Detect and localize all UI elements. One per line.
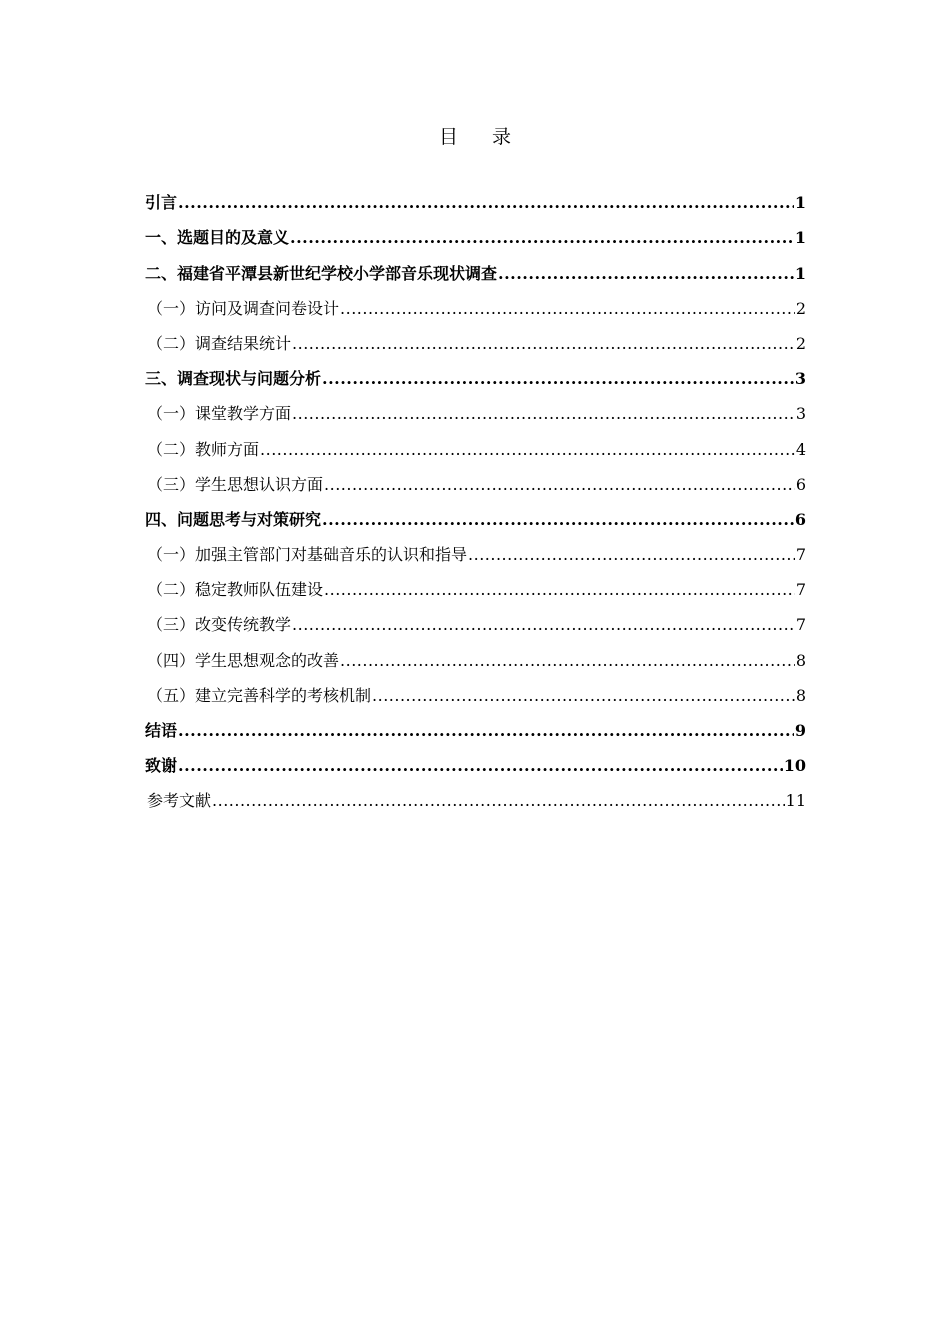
toc-entry-label: （一）课堂教学方面 xyxy=(147,404,292,424)
toc-entry-label: （三）改变传统教学 xyxy=(147,615,292,635)
toc-dot-leader xyxy=(292,334,795,354)
toc-entry-page-number: 1 xyxy=(794,193,806,213)
toc-dot-leader xyxy=(340,299,795,319)
toc-entry-page-number: 4 xyxy=(795,439,806,459)
toc-entry[interactable] xyxy=(145,600,806,635)
toc-entry-label: 结语 xyxy=(145,721,178,740)
toc-entry-page-number: 10 xyxy=(783,756,806,776)
toc-entry-page-number: 2 xyxy=(795,298,806,318)
toc-entry-page-number: 7 xyxy=(795,580,806,600)
toc-entry-page-number: 7 xyxy=(795,545,806,565)
toc-entry-page-number: 2 xyxy=(795,333,806,353)
toc-entry[interactable] xyxy=(145,776,806,811)
toc-entry-page-number: 3 xyxy=(795,404,806,424)
toc-entry-label: （三）学生思想认识方面 xyxy=(147,474,324,494)
toc-entry-page-number: 9 xyxy=(794,721,806,740)
toc-entry-page-number: 7 xyxy=(795,615,806,635)
toc-entry[interactable] xyxy=(145,460,806,495)
toc-dot-leader xyxy=(212,791,785,811)
toc-dot-leader xyxy=(292,615,795,635)
toc-entry-page-number: 6 xyxy=(795,474,806,494)
toc-entry-label: 一、选题目的及意义 xyxy=(145,228,290,248)
toc-dot-leader xyxy=(498,264,794,284)
toc-entry[interactable] xyxy=(145,389,806,424)
toc-entry-page-number: 1 xyxy=(794,263,806,283)
toc-entry[interactable] xyxy=(145,248,806,283)
toc-entry[interactable] xyxy=(145,565,806,600)
toc-entry[interactable] xyxy=(145,741,806,776)
toc-entry-label: （二）教师方面 xyxy=(147,439,260,459)
toc-entry-label: （二）调查结果统计 xyxy=(147,333,292,353)
toc-entry-label: 四、问题思考与对策研究 xyxy=(145,509,322,529)
toc-dot-leader xyxy=(292,404,795,424)
toc-entry[interactable] xyxy=(145,354,806,389)
toc-dot-leader xyxy=(178,721,794,741)
toc-dot-leader xyxy=(324,580,795,600)
toc-entry-page-number: 8 xyxy=(795,685,806,705)
toc-dot-leader xyxy=(324,475,795,495)
toc-entry-page-number: 3 xyxy=(794,369,806,389)
toc-entry-label: 引言 xyxy=(145,193,178,213)
toc-entry[interactable] xyxy=(145,495,806,530)
toc-entry-label: 参考文献 xyxy=(147,791,212,811)
toc-dot-leader xyxy=(322,369,794,389)
toc-entry[interactable] xyxy=(145,424,806,459)
toc-entry-page-number: 1 xyxy=(794,228,806,248)
toc-entry-label: （二）稳定教师队伍建设 xyxy=(147,580,324,600)
toc-dot-leader xyxy=(340,651,795,671)
toc-dot-leader xyxy=(178,193,794,213)
toc-entry[interactable] xyxy=(145,530,806,565)
toc-entry[interactable] xyxy=(145,706,806,741)
toc-entry[interactable] xyxy=(145,635,806,670)
toc-entry-label: 二、福建省平潭县新世纪学校小学部音乐现状调查 xyxy=(145,263,498,283)
toc-dot-leader xyxy=(178,756,783,776)
toc-entry-page-number: 8 xyxy=(795,650,806,670)
toc-entry-label: （五）建立完善科学的考核机制 xyxy=(147,685,372,705)
toc-entry[interactable] xyxy=(145,178,806,213)
toc-title: 目录 xyxy=(438,126,545,148)
toc-entry[interactable] xyxy=(145,671,806,706)
toc-entry-page-number: 11 xyxy=(785,791,806,811)
toc-dot-leader xyxy=(468,545,795,565)
toc-entry-label: 三、调查现状与问题分析 xyxy=(145,369,322,389)
toc-entry[interactable] xyxy=(145,284,806,319)
toc-dot-leader xyxy=(372,686,795,706)
toc-entry[interactable] xyxy=(145,213,806,248)
toc-dot-leader xyxy=(322,510,794,530)
toc-entry-label: （四）学生思想观念的改善 xyxy=(147,650,340,670)
toc-entry-label: （一）访问及调查问卷设计 xyxy=(147,298,340,318)
toc-dot-leader xyxy=(290,228,794,248)
toc-dot-leader xyxy=(260,440,795,460)
toc-entry-label: 致谢 xyxy=(145,756,178,776)
toc-entry[interactable] xyxy=(145,319,806,354)
toc-entry-page-number: 6 xyxy=(794,509,806,529)
toc-list xyxy=(145,178,806,811)
toc-entry-label: （一）加强主管部门对基础音乐的认识和指导 xyxy=(147,545,468,565)
